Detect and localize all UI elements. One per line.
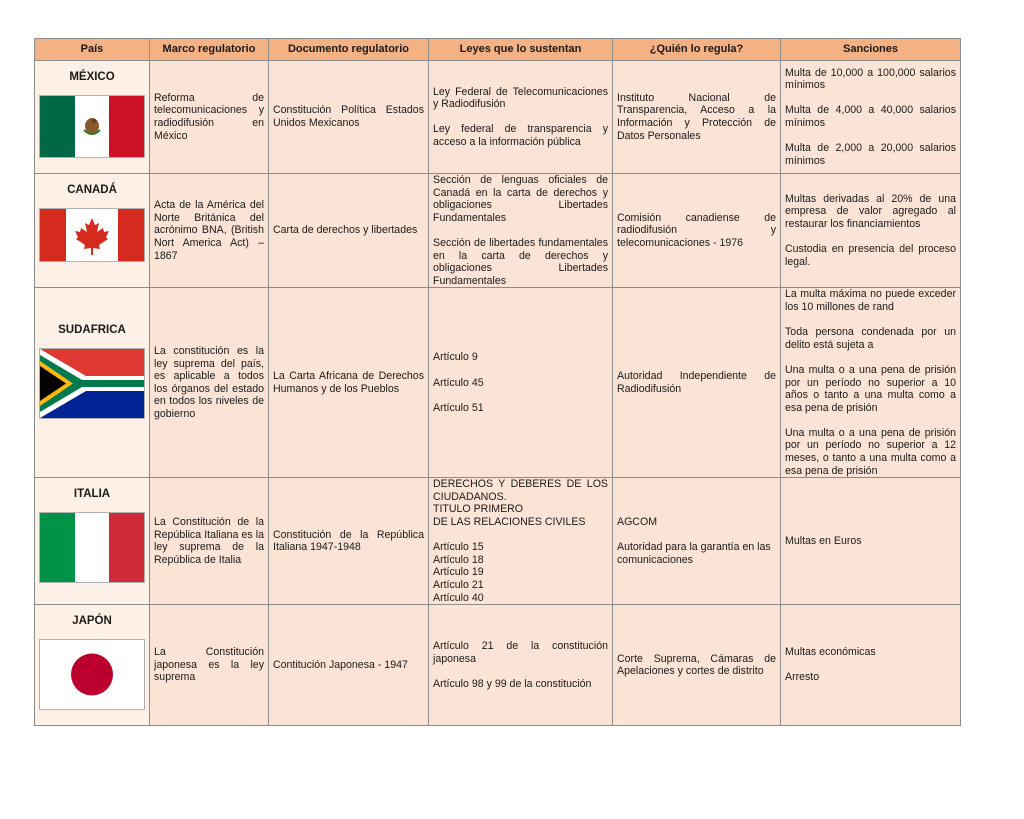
sancion-item: Una multa o a una pena de prisión por un período no superior a 10 años o tanto a una multa como a esa pena de prisión bbox=[785, 363, 956, 414]
documento-cell: Constitución de la República Italiana 1947-1948 bbox=[269, 478, 429, 605]
sanciones-cell bbox=[781, 174, 961, 288]
leyes-item: Artículo 98 y 99 de la constitución bbox=[433, 677, 592, 690]
marco-cell: Reforma de telecomunicaciones y radiodifusión en México bbox=[150, 61, 269, 174]
sancion-item: Multa de 10,000 a 100,000 salarios mínimos bbox=[785, 66, 956, 92]
country-name: SUDAFRICA bbox=[58, 324, 126, 337]
marco-cell: La Constitución japonesa es la ley suprema bbox=[150, 605, 269, 726]
sancion-item: Toda persona condenada por un delito está sujeta a bbox=[785, 326, 956, 351]
mexico-flag-icon bbox=[39, 95, 145, 158]
header-regula: ¿Quién lo regula? bbox=[613, 39, 781, 61]
sancion-item: Arresto bbox=[785, 671, 820, 684]
country-cell bbox=[35, 605, 150, 726]
country-cell bbox=[35, 478, 150, 605]
leyes-item: Ley federal de transparencia y acceso a la información pública bbox=[433, 123, 608, 148]
header-marco: Marco regulatorio bbox=[150, 39, 269, 61]
sanciones-cell bbox=[781, 61, 961, 174]
leyes-item: DERECHOS Y DEBERES DE LOS CIUDADANOS. bbox=[433, 478, 608, 503]
sancion-item: Custodia en presencia del proceso legal. bbox=[785, 243, 956, 268]
sanciones-cell bbox=[781, 288, 961, 478]
marco-cell: La Constitución de la República Italiana es la ley suprema de la República de Italia bbox=[150, 478, 269, 605]
canada-flag-icon bbox=[39, 208, 145, 262]
leyes-cell bbox=[429, 478, 613, 605]
sancion-item: La multa máxima no puede exceder los 10 millones de rand bbox=[785, 288, 956, 313]
header-sanciones: Sanciones bbox=[781, 39, 961, 61]
country-cell bbox=[35, 288, 150, 478]
leyes-item: Artículo 9 bbox=[433, 351, 478, 364]
sancion-item: Multa de 2,000 a 20,000 salarios mínimos bbox=[785, 142, 956, 167]
regula-item: AGCOM bbox=[617, 516, 658, 529]
leyes-item: DE LAS RELACIONES CIVILES bbox=[433, 516, 586, 529]
country-name: MÉXICO bbox=[69, 71, 115, 83]
leyes-item: Artículo 51 bbox=[433, 401, 484, 414]
leyes-item: TITULO PRIMERO bbox=[433, 503, 524, 516]
header-documento: Documento regulatorio bbox=[269, 39, 429, 61]
leyes-item: Sección de libertades fundamentales en la carta de derechos y obligaciones Libertades Fundamentales bbox=[433, 236, 608, 287]
south-africa-flag-icon bbox=[39, 348, 145, 419]
country-cell bbox=[35, 174, 150, 288]
leyes-item: Ley Federal de Telecomunicaciones y Radiodifusión bbox=[433, 85, 608, 111]
italy-flag-icon bbox=[39, 512, 145, 583]
country-name: CANADÁ bbox=[67, 184, 117, 196]
leyes-item: Artículo 19 bbox=[433, 566, 484, 579]
documento-cell: Contitución Japonesa - 1947 bbox=[269, 605, 429, 726]
sanciones-cell bbox=[781, 605, 961, 726]
regula-cell: Instituto Nacional de Transparencia, Acceso a la Información y Protección de Datos Personales bbox=[613, 61, 781, 174]
table-row-sudafrica bbox=[35, 288, 961, 478]
documento-cell: Constitución Política Estados Unidos Mexicanos bbox=[269, 61, 429, 174]
country-cell bbox=[35, 61, 150, 174]
leyes-item: Artículo 21 bbox=[433, 579, 484, 591]
table-row-japon bbox=[35, 605, 961, 726]
table-row-mexico bbox=[35, 61, 961, 174]
leyes-item: Artículo 18 bbox=[433, 553, 484, 566]
leyes-item: Artículo 21 de la constitución japonesa bbox=[433, 640, 608, 665]
header-pais: País bbox=[35, 39, 150, 61]
country-name: JAPÓN bbox=[72, 615, 112, 628]
leyes-item: Artículo 15 bbox=[433, 541, 484, 554]
table-row-canada bbox=[35, 174, 961, 288]
regula-cell: Comisión canadiense de radiodifusión y telecomunicaciones - 1976 bbox=[613, 174, 781, 288]
regula-cell: Autoridad Independiente de Radiodifusión bbox=[613, 288, 781, 478]
marco-cell: Acta de la América del Norte Británica del acrónimo BNA, (British Nort America Act) – 1867 bbox=[150, 174, 269, 288]
sancion-item: Multas derivadas al 20% de una empresa de valor agregado al restaurar los financiamientos bbox=[785, 192, 956, 231]
regulatory-comparison-table bbox=[34, 38, 961, 726]
leyes-item: Artículo 40 bbox=[433, 591, 484, 604]
sancion-item: Una multa o a una pena de prisión por un período no superior a 12 meses, o tanto a una multa como a esa pena de prisión bbox=[785, 426, 956, 477]
leyes-cell bbox=[429, 61, 613, 174]
sancion-item: Multas económicas bbox=[785, 646, 876, 659]
leyes-cell bbox=[429, 288, 613, 478]
documento-cell: La Carta Africana de Derechos Humanos y de los Pueblos bbox=[269, 288, 429, 478]
leyes-item: Sección de lenguas oficiales de Canadá en la carta de derechos y obligaciones Libertades Fundamentales bbox=[433, 174, 608, 224]
country-name: ITALIA bbox=[73, 488, 111, 501]
header-leyes: Leyes que lo sustentan bbox=[429, 39, 613, 61]
japan-flag-icon bbox=[39, 639, 145, 710]
sanciones-cell: Multas en Euros bbox=[781, 478, 961, 605]
documento-cell: Carta de derechos y libertades bbox=[269, 174, 429, 288]
regula-item: Autoridad para la garantía en las comunicaciones bbox=[617, 541, 771, 566]
leyes-cell bbox=[429, 174, 613, 288]
header-row bbox=[35, 39, 961, 61]
leyes-item: Artículo 45 bbox=[433, 376, 484, 389]
sancion-item: Multa de 4,000 a 40,000 salarios mínimos bbox=[785, 104, 956, 129]
table-row-italia bbox=[35, 478, 961, 605]
regula-cell: Corte Suprema, Cámaras de Apelaciones y cortes de distrito bbox=[613, 605, 781, 726]
leyes-cell bbox=[429, 605, 613, 726]
regula-cell bbox=[613, 478, 781, 605]
marco-cell: La constitución es la ley suprema del país, es aplicable a todos los órganos del estado en todos los niveles de gobierno bbox=[150, 288, 269, 478]
